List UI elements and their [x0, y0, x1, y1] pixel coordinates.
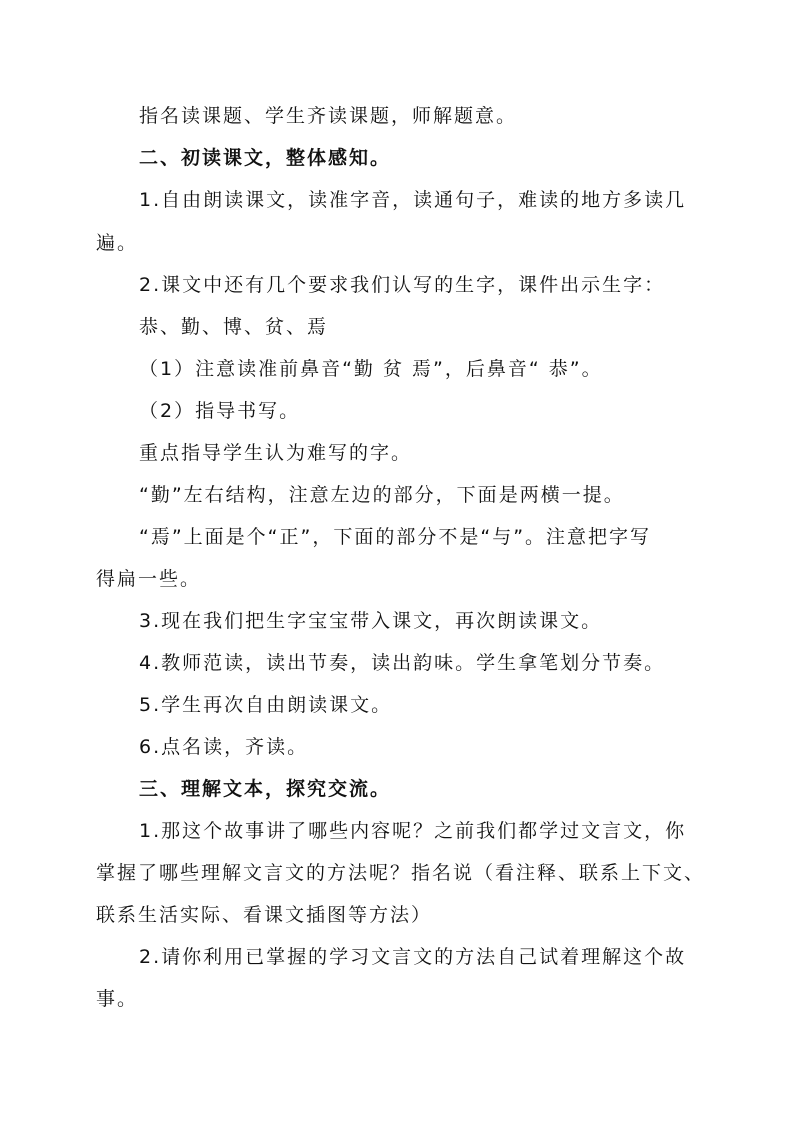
text-line: 事。 — [96, 988, 139, 1010]
text-line: “勤”左右结构，注意左边的部分，下面是两横一提。 — [139, 484, 625, 506]
text-line: 5.学生再次自由朗读课文。 — [139, 694, 393, 716]
section-heading: 二、初读课文，整体感知。 — [139, 147, 392, 169]
text-line: 重点指导学生认为难写的字。 — [139, 442, 413, 464]
text-line: 1.那这个故事讲了哪些内容呢？之前我们都学过文言文，你 — [139, 820, 687, 842]
text-line: 6.点名读，齐读。 — [139, 736, 309, 758]
text-line: 2.请你利用已掌握的学习文言文的方法自己试着理解这个故 — [139, 946, 687, 968]
text-line: 得扁一些。 — [96, 568, 202, 590]
text-line: 2.课文中还有几个要求我们认写的生字，课件出示生字： — [139, 274, 666, 296]
text-line: 3.现在我们把生字宝宝带入课文，再次朗读课文。 — [139, 610, 603, 632]
text-line: （1）注意读准前鼻音“勤 贫 焉”，后鼻音“ 恭”。 — [139, 358, 603, 380]
text-line: 1.自由朗读课文，读准字音，读通句子，难读的地方多读几 — [139, 189, 687, 211]
text-line: 遍。 — [96, 232, 139, 254]
text-line: 4.教师范读，读出节奏，读出韵味。学生拿笔划分节奏。 — [139, 652, 666, 674]
text-line: （2）指导书写。 — [139, 400, 301, 422]
section-heading: 三、理解文本，探究交流。 — [139, 778, 392, 800]
text-line: “焉”上面是个“正”，下面的部分不是“与”。注意把字写 — [139, 526, 652, 548]
text-line: 指名读课题、学生齐读课题，师解题意。 — [139, 105, 518, 127]
text-line: 掌握了哪些理解文言文的方法呢？指名说（看注释、联系上下文、 — [96, 862, 706, 884]
text-line: 联系生活实际、看课文插图等方法） — [96, 904, 433, 926]
text-line: 恭、勤、博、贫、焉 — [139, 316, 329, 338]
